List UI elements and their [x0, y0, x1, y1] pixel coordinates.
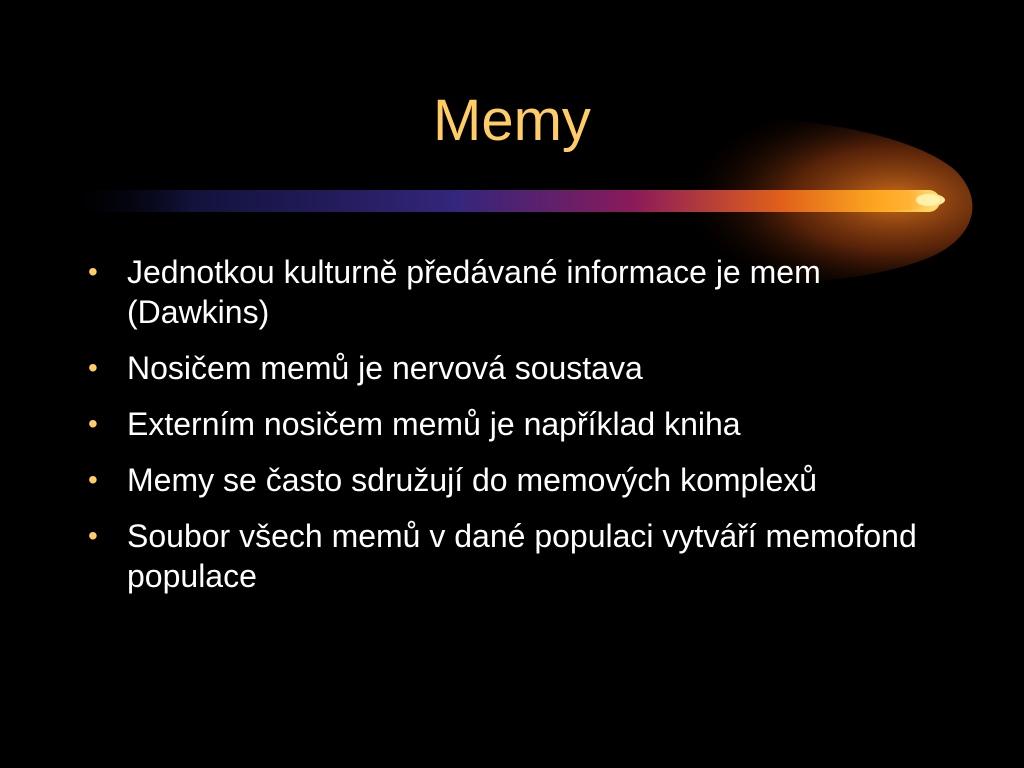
- bullet-icon: •: [88, 256, 98, 287]
- bullet-list: [82, 252, 942, 612]
- list-item: [82, 348, 942, 388]
- list-item: [82, 404, 942, 444]
- bullet-text: Memy se často sdružují do memových komplexů: [127, 462, 818, 498]
- bullet-text: Soubor všech memů v dané populaci vytváří memofond populace: [127, 518, 917, 594]
- bullet-icon: •: [88, 352, 98, 383]
- bullet-icon: •: [88, 408, 98, 439]
- bullet-text: Jednotkou kulturně předávané informace je mem (Dawkins): [127, 254, 821, 330]
- bullet-text: Nosičem memů je nervová soustava: [127, 350, 643, 386]
- bullet-icon: •: [88, 520, 98, 551]
- list-item: [82, 460, 942, 500]
- bullet-icon: •: [88, 464, 98, 495]
- comet-tail: [60, 190, 940, 212]
- bullet-text: Externím nosičem memů je například kniha: [127, 406, 741, 442]
- list-item: [82, 516, 942, 596]
- slide-title: Memy: [433, 88, 591, 153]
- list-item: [82, 252, 942, 332]
